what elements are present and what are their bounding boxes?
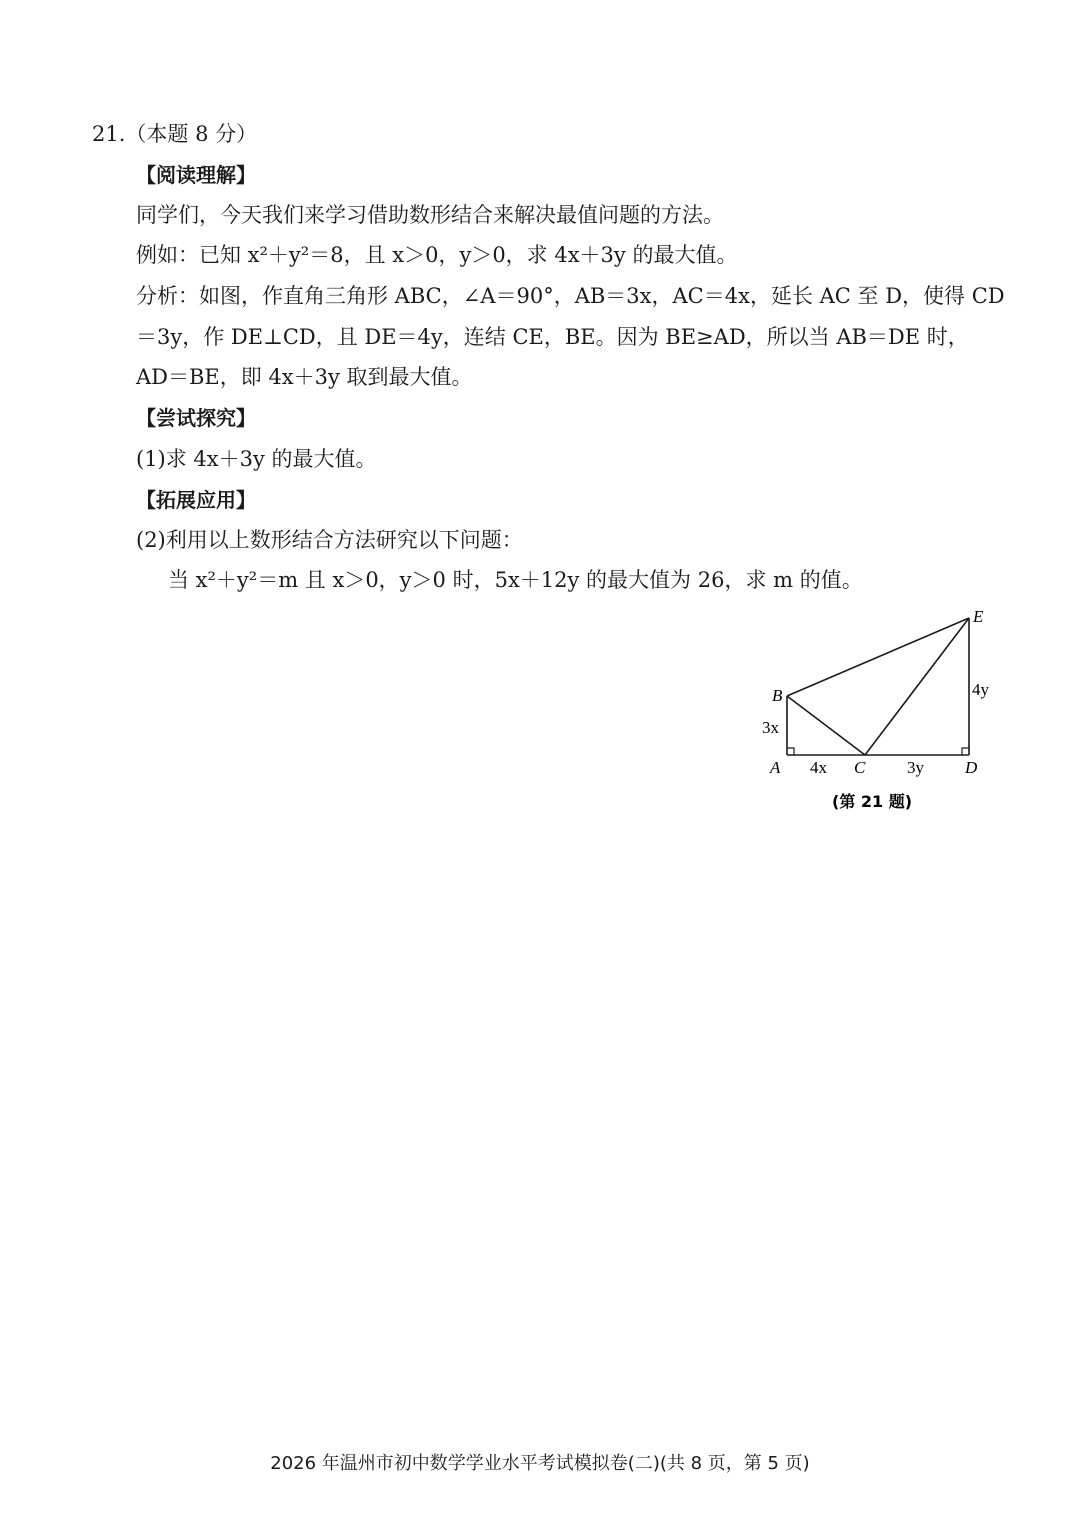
length-label-de: 4y [972,680,989,699]
page-footer: 2026 年温州市初中数学学业水平考试模拟卷(二)(共 8 页，第 5 页) [270,1453,810,1474]
question-number: 21.（本题 8 分） [92,122,258,146]
length-label-ac: 4x [810,758,827,777]
length-label-cd: 3y [907,758,924,777]
point-label-b: B [772,686,783,705]
section-header-extend: 【拓展应用】 [136,488,256,512]
intro-text: 同学们，今天我们来学习借助数形结合来解决最值问题的方法。 [136,203,724,227]
segment-be [787,618,969,696]
figure-caption: (第 21 题) [832,792,913,811]
analysis-line-1: 分析：如图，作直角三角形 ABC，∠A＝90°，AB＝3x，AC＝4x，延长 AC 至 D，使得 CD [136,284,1005,308]
part2-detail: 当 x²＋y²＝m 且 x＞0，y＞0 时，5x＋12y 的最大值为 26，求 m 的值。 [168,568,863,592]
part1-text: (1)求 4x＋3y 的最大值。 [136,447,377,471]
length-label-ab: 3x [762,718,779,737]
point-label-d: D [965,758,978,777]
example-text: 例如：已知 x²＋y²＝8，且 x＞0，y＞0，求 4x＋3y 的最大值。 [136,243,738,267]
section-header-reading: 【阅读理解】 [136,163,256,187]
analysis-line-2: ＝3y，作 DE⊥CD，且 DE＝4y，连结 CE，BE。因为 BE≥AD，所以当 AB＝DE 时， [136,325,969,349]
part2-text: (2)利用以上数形结合方法研究以下问题： [136,528,523,552]
section-header-try: 【尝试探究】 [136,406,256,430]
segment-bc [787,696,865,755]
point-label-e: E [973,607,984,626]
right-angle-a [787,748,794,755]
analysis-line-3: AD＝BE，即 4x＋3y 取到最大值。 [136,365,473,389]
segment-ce [865,618,969,755]
point-label-a: A [770,758,781,777]
right-angle-d [962,748,969,755]
point-label-c: C [854,758,866,777]
geometry-figure [740,600,1020,820]
